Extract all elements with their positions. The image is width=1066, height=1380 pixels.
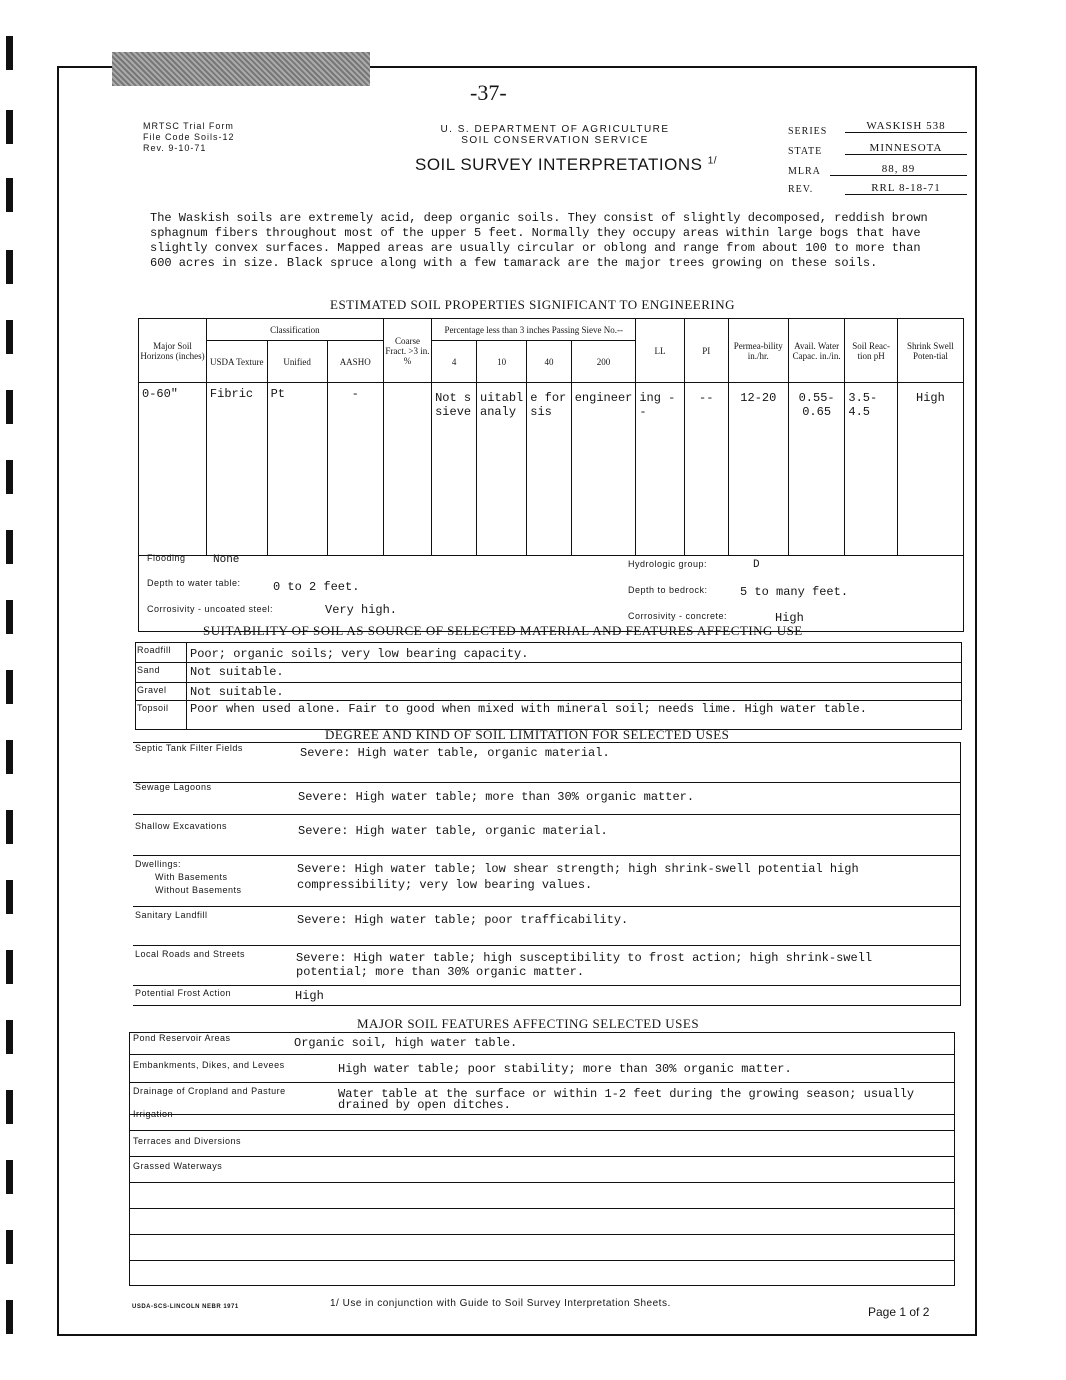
sieve-200-value: engineer [571, 383, 636, 556]
horizon-value: 0-60" [139, 383, 207, 556]
water-table-label: Depth to water table: [147, 578, 241, 588]
punch-hole [6, 530, 13, 564]
dwellings-value: Severe: High water table; low shear strength; high shrink-swell potential high compressibility; very low bearing values. [297, 862, 859, 892]
flooding-value: None [213, 554, 240, 566]
punch-hole [6, 390, 13, 424]
coarse-header: Coarse Fract. >3 in. % [383, 319, 431, 383]
printer-imprint: USDA-SCS-LINCOLN NEBR 1971 [132, 1304, 239, 1310]
hydrologic-group-value: D [753, 559, 760, 571]
terraces-label: Terraces and Diversions [133, 1136, 242, 1146]
ll-value: ing -- [636, 383, 684, 556]
punch-hole [6, 1230, 13, 1264]
classification-header: Classification [206, 319, 383, 341]
bedrock-value: 5 to many feet. [740, 585, 849, 599]
state-value: MINNESOTA [845, 142, 967, 155]
excavations-value: Severe: High water table, organic material. [298, 824, 608, 838]
series-label: SERIES [788, 126, 828, 137]
mlra-value: 88, 89 [830, 163, 967, 176]
usda-value: Fibric [206, 383, 267, 556]
page-indicator: Page 1 of 2 [868, 1305, 930, 1319]
reaction-value: 3.5-4.5 [845, 383, 897, 556]
percentage-header: Percentage less than 3 inches Passing Sieve No.-- [432, 319, 636, 341]
embankments-label: Embankments, Dikes, and Levees [133, 1060, 285, 1070]
soil-properties-table [138, 318, 964, 556]
pi-value: -- [684, 383, 728, 556]
aasho-value: - [327, 383, 383, 556]
punch-hole [6, 178, 13, 212]
sieve-10-value: uitabl analy [477, 383, 527, 556]
limitation-title: DEGREE AND KIND OF SOIL LIMITATION FOR SELECTED USES [325, 727, 730, 742]
usda-header: USDA Texture [206, 341, 267, 383]
punch-hole [6, 670, 13, 704]
properties-title: ESTIMATED SOIL PROPERTIES SIGNIFICANT TO ENGINEERING [330, 297, 735, 312]
sand-value: Not suitable. [190, 665, 284, 679]
punch-hole [6, 460, 13, 494]
water-capacity-header: Avail. Water Capac. in./in. [788, 319, 845, 383]
pi-header: PI [684, 319, 728, 383]
sieve-4-value: Not s sieve [432, 383, 477, 556]
septic-value: Severe: High water table, organic material. [300, 746, 610, 760]
shrink-swell-value: High [897, 383, 963, 556]
rev-label: REV. [788, 184, 814, 195]
reaction-header: Soil Reac-tion pH [845, 319, 897, 383]
concrete-corrosivity-value: High [775, 611, 804, 625]
lagoons-value: Severe: High water table; more than 30% organic matter. [298, 790, 695, 804]
embankments-value: High water table; poor stability; more than 30% organic matter. [338, 1062, 792, 1076]
sieve-40-header: 40 [527, 341, 571, 383]
footnote: 1/ Use in conjunction with Guide to Soil Survey Interpretation Sheets. [330, 1298, 671, 1309]
coarse-value [383, 383, 431, 556]
mlra-label: MLRA [788, 166, 821, 177]
permeability-value: 12-20 [728, 383, 788, 556]
water-table-value: 0 to 2 feet. [273, 580, 360, 594]
punch-hole [6, 250, 13, 284]
dwellings-label: Dwellings: With Basements Without Basements [135, 859, 242, 895]
features-title: MAJOR SOIL FEATURES AFFECTING SELECTED USES [357, 1016, 700, 1031]
form-code: MRTSC Trial Form File Code Soils-12 Rev. 9-10-71 [143, 121, 235, 153]
page-number: -37- [470, 80, 507, 105]
sieve-40-value: e for sis [527, 383, 571, 556]
punch-hole [6, 810, 13, 844]
punch-hole [6, 320, 13, 354]
scan-artifact [112, 52, 370, 86]
flooding-label: Flooding [147, 553, 186, 563]
pond-value: Organic soil, high water table. [294, 1036, 518, 1050]
septic-label: Septic Tank Filter Fields [135, 743, 243, 753]
roadfill-label: Roadfill [137, 645, 172, 655]
series-value: WASKISH 538 [845, 120, 967, 133]
sand-label: Sand [137, 665, 161, 675]
frost-action-label: Potential Frost Action [135, 988, 232, 998]
landfill-value: Severe: High water table; poor trafficability. [297, 913, 629, 927]
unified-value: Pt [267, 383, 327, 556]
horizon-header: Major Soil Horizons (inches) [139, 319, 207, 383]
aasho-header: AASHO [327, 341, 383, 383]
soil-description: The Waskish soils are extremely acid, deep organic soils. They consist of slightly decomposed, reddish brown sphagnum fibers throughout most of the upper 5 feet. Normally they occupy areas within large bogs that have slightly convex surfaces. Mapped areas are usually circular or oblong and range from about 100 to more than 600 acres in size. Black spruce along with a few tamarack are the major trees growing on these soils. [150, 211, 928, 270]
steel-corrosivity-label: Corrosivity - uncoated steel: [147, 604, 274, 614]
state-label: STATE [788, 146, 823, 157]
punch-hole [6, 110, 13, 144]
punch-hole [6, 950, 13, 984]
punch-hole [6, 1160, 13, 1194]
concrete-corrosivity-label: Corrosivity - concrete: [628, 611, 728, 621]
permeability-header: Permea-bility in./hr. [728, 319, 788, 383]
gravel-value: Not suitable. [190, 685, 284, 699]
sieve-200-header: 200 [571, 341, 636, 383]
hydrologic-group-label: Hydrologic group: [628, 559, 708, 569]
irrigation-label: Irrigation [133, 1109, 174, 1119]
pond-label: Pond Reservoir Areas [133, 1033, 231, 1043]
punch-hole [6, 1090, 13, 1124]
sieve-4-header: 4 [432, 341, 477, 383]
agency-header: U. S. DEPARTMENT OF AGRICULTURE SOIL CONSERVATION SERVICE [440, 124, 670, 146]
bedrock-label: Depth to bedrock: [628, 585, 708, 595]
water-capacity-value: 0.55- 0.65 [788, 383, 845, 556]
lagoons-label: Sewage Lagoons [135, 782, 212, 792]
frost-action-value: High [295, 989, 324, 1003]
punch-hole [6, 600, 13, 634]
waterways-label: Grassed Waterways [133, 1161, 223, 1171]
roadfill-value: Poor; organic soils; very low bearing capacity. [190, 647, 529, 661]
punch-hole [6, 1020, 13, 1054]
punch-hole [6, 36, 13, 70]
steel-corrosivity-value: Very high. [325, 603, 398, 617]
drainage-label: Drainage of Cropland and Pasture [133, 1086, 286, 1096]
suitability-title: SUITABILITY OF SOIL AS SOURCE OF SELECTED MATERIAL AND FEATURES AFFECTING USE [203, 623, 803, 638]
roads-label: Local Roads and Streets [135, 949, 246, 959]
topsoil-value: Poor when used alone. Fair to good when mixed with mineral soil; needs lime. High water table. [190, 702, 867, 716]
punch-hole [6, 880, 13, 914]
ll-header: LL [636, 319, 684, 383]
punch-hole [6, 740, 13, 774]
document-title: SOIL SURVEY INTERPRETATIONS $^{1/}$ [415, 155, 718, 174]
shrink-swell-header: Shrink Swell Poten-tial [897, 319, 963, 383]
landfill-label: Sanitary Landfill [135, 910, 208, 920]
rev-value: RRL 8-18-71 [845, 182, 967, 195]
sieve-10-header: 10 [477, 341, 527, 383]
unified-header: Unified [267, 341, 327, 383]
drainage-value: Water table at the surface or within 1-2 feet during the growing season; usually drained by open ditches. [338, 1087, 915, 1112]
excavations-label: Shallow Excavations [135, 821, 228, 831]
punch-hole [6, 1300, 13, 1334]
gravel-label: Gravel [137, 685, 167, 695]
roads-value: Severe: High water table; high susceptibility to frost action; high shrink-swell potential; more than 30% organic matter. [296, 951, 873, 979]
topsoil-label: Topsoil [137, 703, 169, 713]
